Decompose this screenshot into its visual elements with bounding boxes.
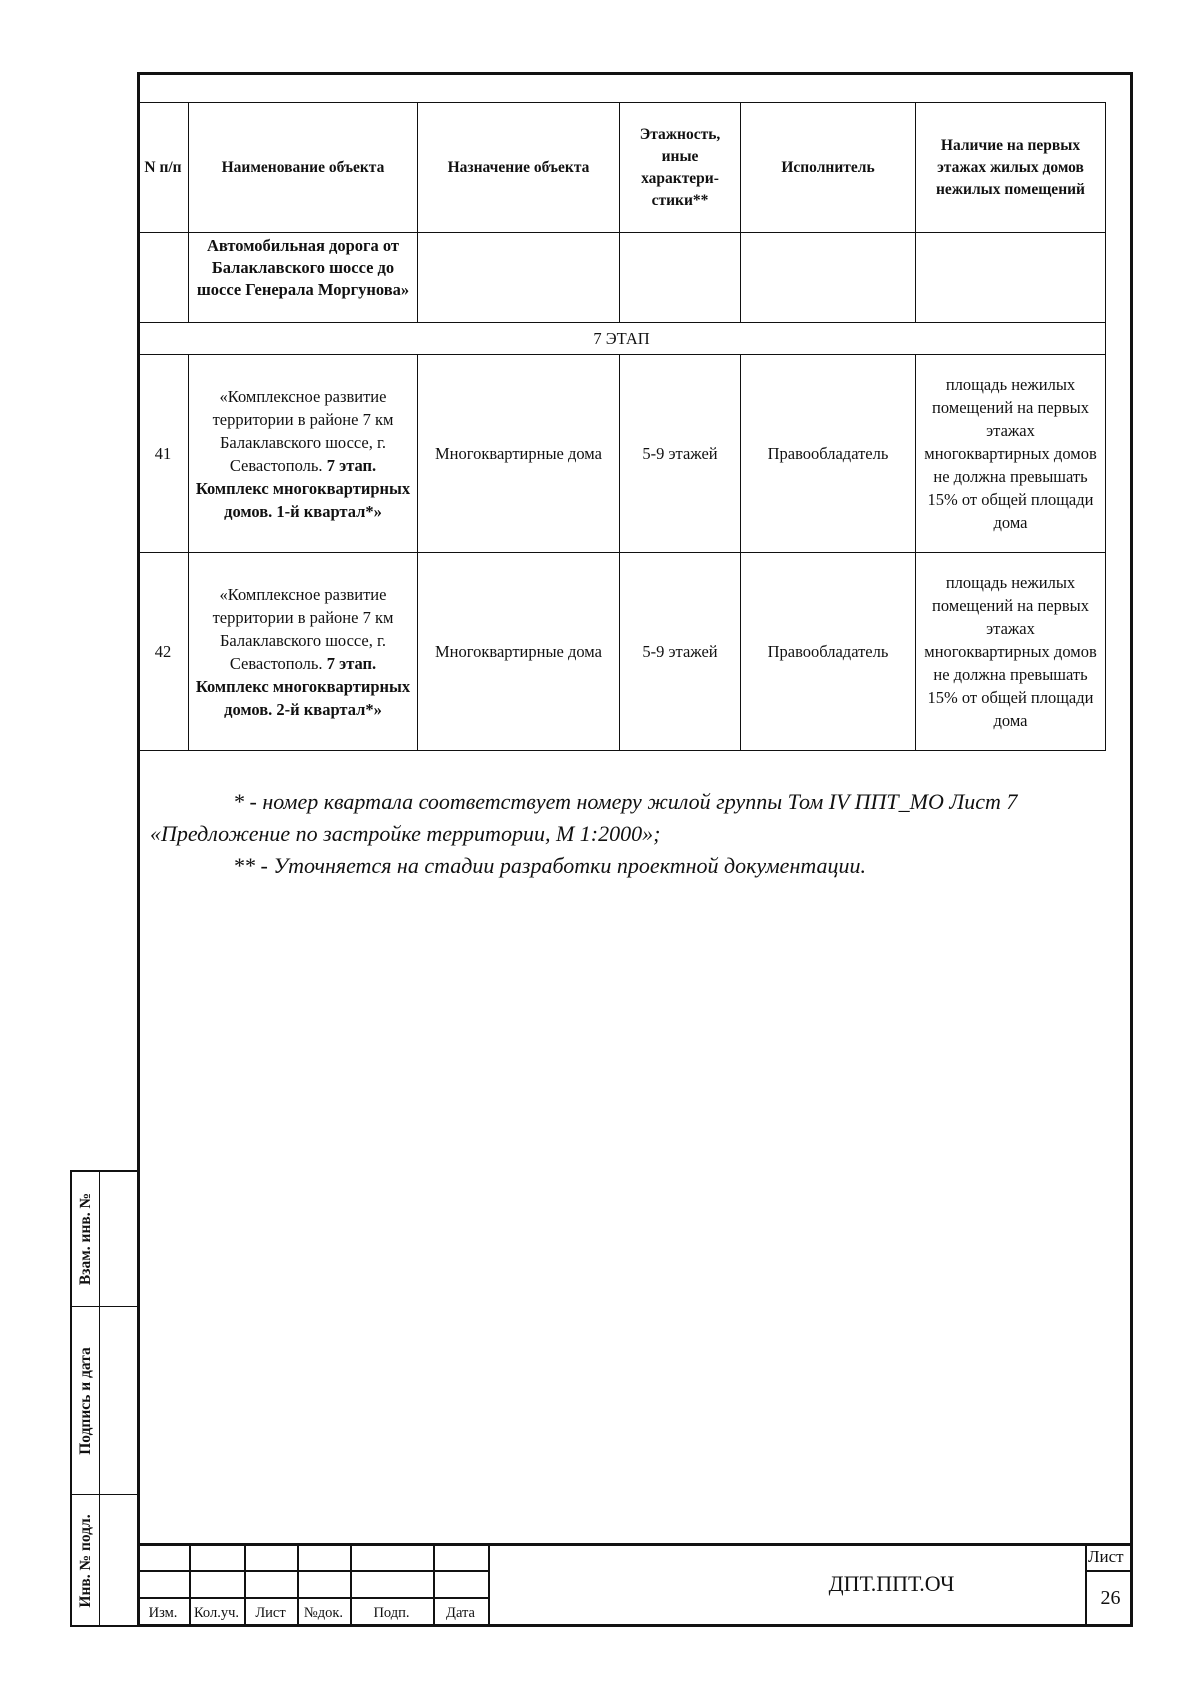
- col-list: Лист: [255, 1605, 286, 1621]
- table-row: [138, 233, 1106, 323]
- table-row: [138, 355, 1106, 553]
- side-stamp: [70, 1170, 137, 1627]
- inv-label: Инв. № подл.: [77, 1514, 94, 1608]
- row-nonresidential: площадь нежилых помещений на первых этажах многоквартирных домов не должна превышать 15% от общей площади дома: [916, 355, 1106, 553]
- stage-label: 7 ЭТАП: [138, 323, 1106, 355]
- table-row: [138, 553, 1106, 751]
- row-executor: Правообладатель: [741, 553, 916, 751]
- col-koluch: Кол.уч.: [193, 1605, 240, 1621]
- sheet-number: 26: [1100, 1587, 1121, 1609]
- row-nonresidential: площадь нежилых помещений на первых этажах многоквартирных домов не должна превышать 15% от общей площади дома: [916, 553, 1106, 751]
- objects-table: [137, 102, 1106, 751]
- table-header-row: [138, 103, 1106, 233]
- footnote-1-cont: «Предложение по застройке территории, М 1:2000»;: [150, 821, 661, 846]
- footnote-1: * - номер квартала соответствует номеру жилой группы Том IV ППТ_МО Лист 7: [233, 789, 1018, 814]
- signature-date-label: Подпись и дата: [77, 1347, 94, 1455]
- sheet-label: Лист: [1088, 1547, 1124, 1566]
- col-podp: Подп.: [373, 1605, 410, 1621]
- row-purpose: Многоквартирные дома: [418, 553, 620, 751]
- title-block: [137, 1543, 1133, 1627]
- row-num: 42: [138, 553, 189, 751]
- header-nonresidential: Наличие на первых этажах жилых домов нежилых помещений: [916, 103, 1106, 233]
- row-floors: 5-9 этажей: [620, 355, 741, 553]
- footnote-2: ** - Уточняется на стадии разработки проектной документации.: [233, 853, 867, 878]
- road-name: Автомобильная дорога от Балаклавского шоссе до шоссе Генерала Моргунова»: [189, 233, 418, 323]
- row-purpose: Многоквартирные дома: [418, 355, 620, 553]
- col-ndok: №док.: [303, 1605, 344, 1621]
- col-data: Дата: [446, 1605, 475, 1621]
- col-izm: Изм.: [148, 1605, 178, 1621]
- header-purpose: Назначение объекта: [418, 103, 620, 233]
- footnotes: [150, 786, 1095, 882]
- header-floors: Этажность, иные характери-стики**: [620, 103, 741, 233]
- stage-row: [138, 323, 1106, 355]
- row-name: «Комплексное развитие территории в районе 7 км Балаклавского шоссе, г. Севастополь. 7 этап. Комплекс многоквартирных домов. 2-й квартал*»: [189, 553, 418, 751]
- header-name: Наименование объекта: [189, 103, 418, 233]
- row-executor: Правообладатель: [741, 355, 916, 553]
- header-executor: Исполнитель: [741, 103, 916, 233]
- row-floors: 5-9 этажей: [620, 553, 741, 751]
- vzam-label: Взам. инв. №: [77, 1192, 94, 1286]
- header-num: N п/п: [138, 103, 189, 233]
- row-num: 41: [138, 355, 189, 553]
- document-code: ДПТ.ППТ.ОЧ: [828, 1571, 955, 1596]
- row-name: «Комплексное развитие территории в районе 7 км Балаклавского шоссе, г. Севастополь. 7 этап. Комплекс многоквартирных домов. 1-й квартал*»: [189, 355, 418, 553]
